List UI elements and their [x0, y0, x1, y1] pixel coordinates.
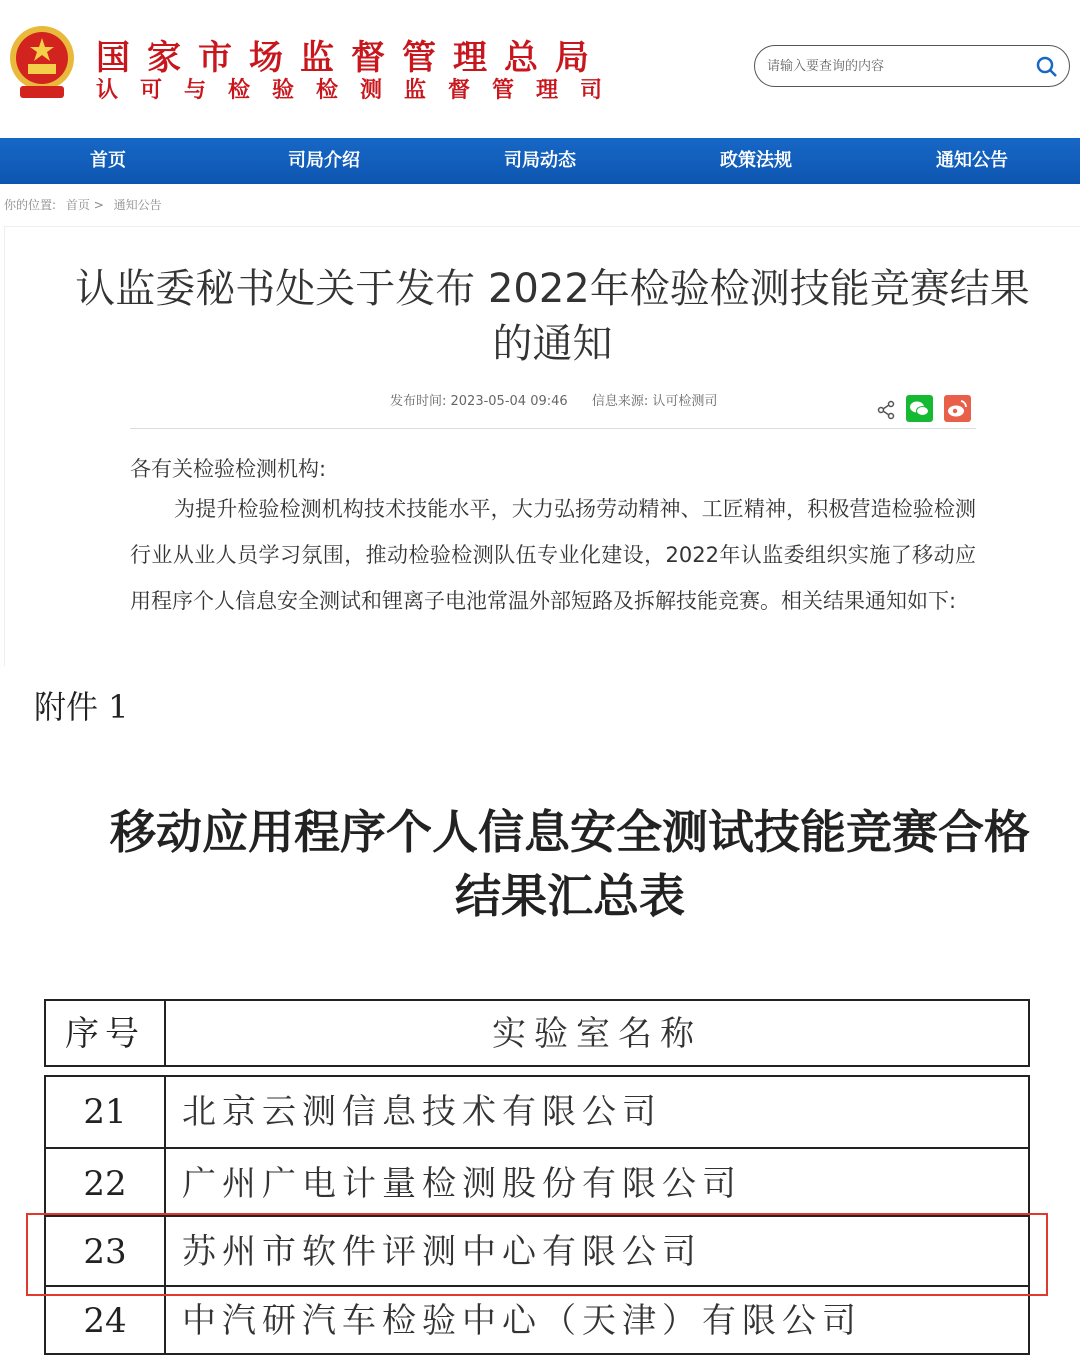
- table-header-row: [44, 1001, 1030, 1067]
- breadcrumb-home[interactable]: 首页 >: [65, 198, 104, 212]
- row-number: 21: [46, 1077, 166, 1147]
- weibo-icon[interactable]: [944, 395, 971, 422]
- table-row: [44, 1287, 1030, 1353]
- site-header: [0, 0, 1080, 138]
- share-icon[interactable]: [876, 400, 896, 420]
- info-source: 信息来源: 认可检测司: [591, 394, 718, 409]
- nav-item-policy[interactable]: 政策法规: [720, 150, 792, 171]
- breadcrumb-prefix: 你的位置:: [4, 198, 57, 212]
- table-row: [44, 1077, 1030, 1147]
- breadcrumb: [4, 196, 168, 213]
- article-meta: [390, 390, 737, 409]
- search-icon[interactable]: [1035, 55, 1059, 79]
- row-lab-name: 苏州市软件评测中心有限公司: [182, 1232, 702, 1272]
- attachment-title: 移动应用程序个人信息安全测试技能竞赛合格结果汇总表: [110, 805, 1030, 923]
- site-title: 国家市场监督管理总局: [96, 38, 606, 78]
- publish-time: 发布时间: 2023-05-04 09:46: [390, 394, 568, 409]
- breadcrumb-current[interactable]: 通知公告: [113, 198, 162, 212]
- main-nav: [0, 138, 1080, 184]
- header-lab-name: 实验室名称: [492, 1014, 702, 1054]
- row-number: 22: [46, 1149, 166, 1215]
- attachment-label: 附件 1: [34, 688, 129, 726]
- row-number: 24: [46, 1287, 166, 1353]
- article-body: 为提升检验检测机构技术技能水平，大力弘扬劳动精神、工匠精神，积极营造检验检测行业从业人员学习氛围，推动检验检测队伍专业化建设，2022年认监委组织实施了移动应用程序个人信息安全测试和锂离子电池常温外部短路及拆解技能竞赛。相关结果通知如下:: [130, 497, 976, 613]
- meta-divider: [130, 428, 976, 429]
- nav-item-about[interactable]: 司局介绍: [288, 150, 360, 171]
- site-subtitle: 认可与检验检测监督管理司: [96, 78, 625, 103]
- header-seq: 序号: [46, 1001, 166, 1067]
- table-line: [44, 1353, 1030, 1355]
- nav-item-home[interactable]: 首页: [90, 150, 126, 171]
- row-lab-name: 中汽研汽车检验中心（天津）有限公司: [182, 1301, 862, 1341]
- national-emblem-icon: [6, 24, 78, 102]
- row-lab-name: 北京云测信息技术有限公司: [182, 1092, 662, 1132]
- article-title: 认监委秘书处关于发布 2022年检验检测技能竞赛结果的通知: [75, 266, 1030, 367]
- table-line: [44, 1065, 1030, 1067]
- search-box: [754, 45, 1070, 87]
- row-lab-name: 广州广电计量检测股份有限公司: [182, 1164, 742, 1204]
- table-row: [44, 1149, 1030, 1215]
- search-input[interactable]: [767, 55, 1027, 77]
- highlight-box: [26, 1213, 1048, 1296]
- row-number: 23: [46, 1217, 166, 1285]
- nav-item-notices[interactable]: 通知公告: [936, 150, 1008, 171]
- wechat-icon[interactable]: [906, 395, 933, 422]
- nav-item-news[interactable]: 司局动态: [504, 150, 576, 171]
- salutation: 各有关检验检测机构:: [130, 457, 327, 481]
